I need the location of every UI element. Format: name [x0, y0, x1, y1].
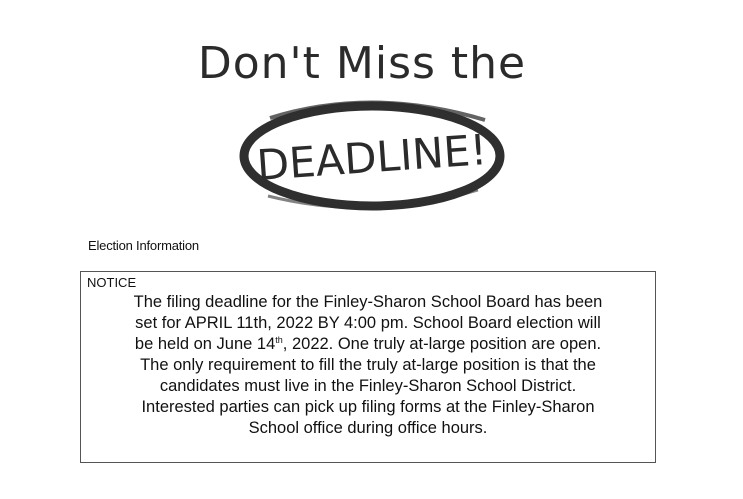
headline-top-text: Don't Miss the: [197, 38, 527, 89]
notice-line: [81, 334, 655, 355]
headline-svg: [0, 0, 743, 230]
notice-line: Interested parties can pick up filing forms at the Finley-Sharon: [141, 398, 595, 416]
notice-line: set for APRIL 11th, 2022 BY 4:00 pm. School Board election will: [135, 314, 601, 332]
notice-line: The only requirement to fill the truly at-large position is that the: [140, 356, 596, 374]
notice-title: NOTICE: [87, 275, 137, 290]
notice-line: candidates must live in the Finley-Sharon School District.: [159, 377, 577, 395]
headline-badge-text: DEADLINE!: [255, 125, 489, 190]
notice-box: [80, 271, 656, 463]
section-label: Election Information: [88, 238, 199, 253]
ordinal-suffix: th: [275, 335, 283, 345]
notice-line-part: , 2022. One truly at-large position are open.: [282, 335, 602, 353]
deadline-headline-graphic: [0, 0, 743, 230]
notice-line: School office during office hours.: [248, 419, 488, 437]
notice-line-part: be held on June 14: [134, 335, 276, 353]
notice-line: The filing deadline for the Finley-Sharon School Board has been: [133, 293, 603, 311]
notice-body: [81, 292, 655, 439]
